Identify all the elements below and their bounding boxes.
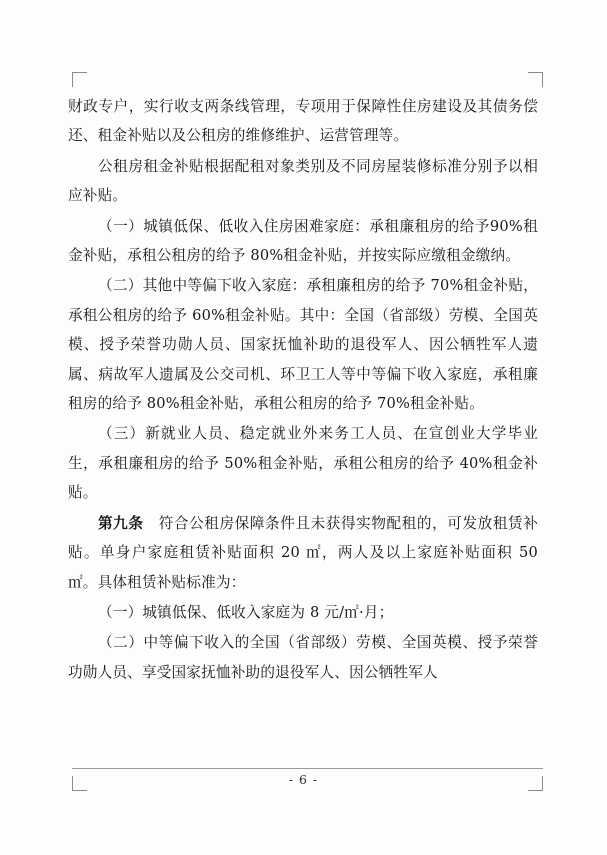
article-text: 符合公租房保障条件且未获得实物配租的，可发放租赁补贴。单身户家庭租赁补贴面积 20 ㎡，两人及以上家庭补贴面积 50 ㎡。具体租赁补贴标准为：	[68, 514, 538, 591]
document-body	[68, 92, 538, 688]
paragraph: （一）城镇低保、低收入家庭为 8 元/㎡·月；	[98, 603, 394, 621]
paragraph: 公租房租金补贴根据配租对象类别及不同房屋装修标准分别予以相应补贴。	[68, 157, 538, 205]
paragraph: （二）其他中等偏下收入家庭：承租廉租房的给予 70%租金补贴，承租公租房的给予 60%租金补贴。其中：全国（省部级）劳模、全国英模、授予荣誉功勋人员、国家抚恤补助的退役军人、因公牺牲军人遗属、病故军人遗属及公交司机、环卫工人等中等偏下收入家庭，承租廉租房的给予 80%租金补贴，承租公租房的给予 70%租金补贴。	[68, 277, 538, 413]
paragraph-article-nine	[68, 509, 538, 597]
article-heading: 第九条	[98, 514, 144, 532]
footer-divider	[72, 768, 543, 769]
paragraph: （一）城镇低保、低收入住房困难家庭：承租廉租房的给予90%租金补贴，承租公租房的给予 80%租金补贴，并按实际应缴租金缴纳。	[68, 217, 538, 265]
paragraph: （二）中等偏下收入的全国（省部级）劳模、全国英模、授予荣誉功勋人员、享受国家抚恤补助的退役军人、因公牺牲军人	[68, 634, 538, 681]
paragraph: （三）新就业人员、稳定就业外来务工人员、在宣创业大学毕业生，承租廉租房的给予 50%租金补贴，承租公租房的给予 40%租金补贴。	[68, 425, 538, 502]
paragraph: 财政专户，实行收支两条线管理，专项用于保障性住房建设及其债务偿还、租金补贴以及公租房的维修维护、运营管理等。	[68, 98, 538, 145]
crop-mark-top-left	[72, 72, 87, 87]
page-number: - 6 -	[288, 772, 319, 787]
crop-mark-top-right	[528, 72, 543, 87]
